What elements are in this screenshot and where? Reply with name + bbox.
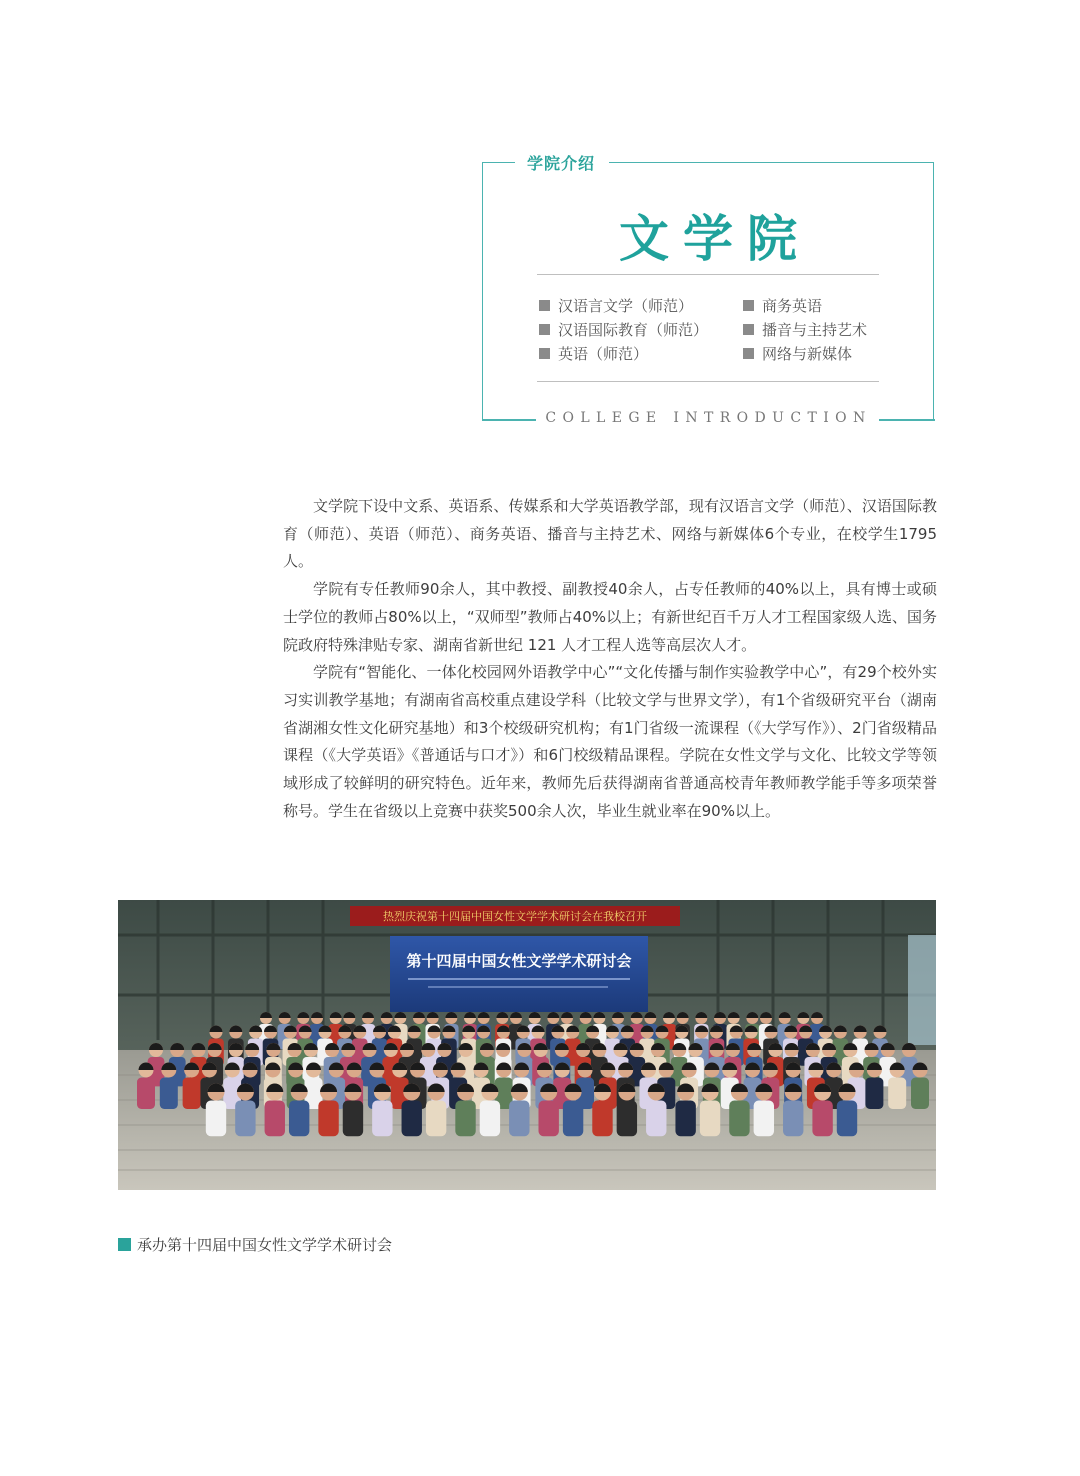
- college-intro-box: [482, 154, 934, 421]
- square-bullet-icon: [539, 324, 550, 335]
- section-label: 学院介绍: [527, 154, 596, 173]
- square-bullet-icon: [118, 1238, 131, 1251]
- photo-caption: 承办第十四届中国女性文学学术研讨会: [118, 1234, 392, 1255]
- majors-list: [539, 295, 899, 363]
- square-bullet-icon: [743, 300, 754, 311]
- paragraph: 文学院下设中文系、英语系、传媒系和大学英语教学部，现有汉语言文学（师范）、汉语国际教育（师范）、英语（师范）、商务英语、播音与主持艺术、网络与新媒体6个专业，在校学生1795人。: [283, 497, 937, 571]
- group-photo: [118, 900, 936, 1190]
- square-bullet-icon: [539, 300, 550, 311]
- major-item: 播音与主持艺术: [743, 319, 893, 339]
- college-title: 文学院: [619, 210, 811, 268]
- divider: [537, 381, 879, 382]
- paragraph: 学院有“智能化、一体化校园网外语教学中心”“文化传播与制作实验教学中心”，有29个校外实习实训教学基地；有湖南省高校重点建设学科（比较文学与世界文学），有1个省级研究平台（湖南省湖湘女性文化研究基地）和3个校级研究机构；有1门省级一流课程（《大学写作》）、2门省级精品课程（《大学英语》《普通话与口才》）和6门校级精品课程。学院在女性文学与文化、比较文学等领域形成了较鲜明的研究特色。近年来，教师先后获得湖南省普通高校青年教师教学能手等多项荣誉称号。学生在省级以上竞赛中获奖500余人次，毕业生就业率在90%以上。: [283, 663, 937, 820]
- square-bullet-icon: [743, 324, 754, 335]
- square-bullet-icon: [539, 348, 550, 359]
- english-subtitle: COLLEGE INTRODUCTION: [545, 410, 872, 426]
- blue-banner-text: 第十四届中国女性文学学术研讨会: [406, 952, 632, 970]
- major-item: 汉语言文学（师范）: [539, 295, 743, 315]
- red-banner-text: 热烈庆祝第十四届中国女性文学学术研讨会在我校召开: [383, 910, 647, 923]
- square-bullet-icon: [743, 348, 754, 359]
- major-item: 英语（师范）: [539, 343, 743, 363]
- major-item: 汉语国际教育（师范）: [539, 319, 743, 339]
- body-text: [283, 493, 937, 825]
- divider: [537, 274, 879, 275]
- major-item: 网络与新媒体: [743, 343, 893, 363]
- major-item: 商务英语: [743, 295, 893, 315]
- paragraph: 学院有专任教师90余人，其中教授、副教授40余人，占专任教师的40%以上，具有博士或硕士学位的教师占80%以上，“双师型”教师占40%以上；有新世纪百千万人才工程国家级人选、国务院政府特殊津贴专家、湖南省新世纪 121 人才工程人选等高层次人才。: [283, 580, 937, 654]
